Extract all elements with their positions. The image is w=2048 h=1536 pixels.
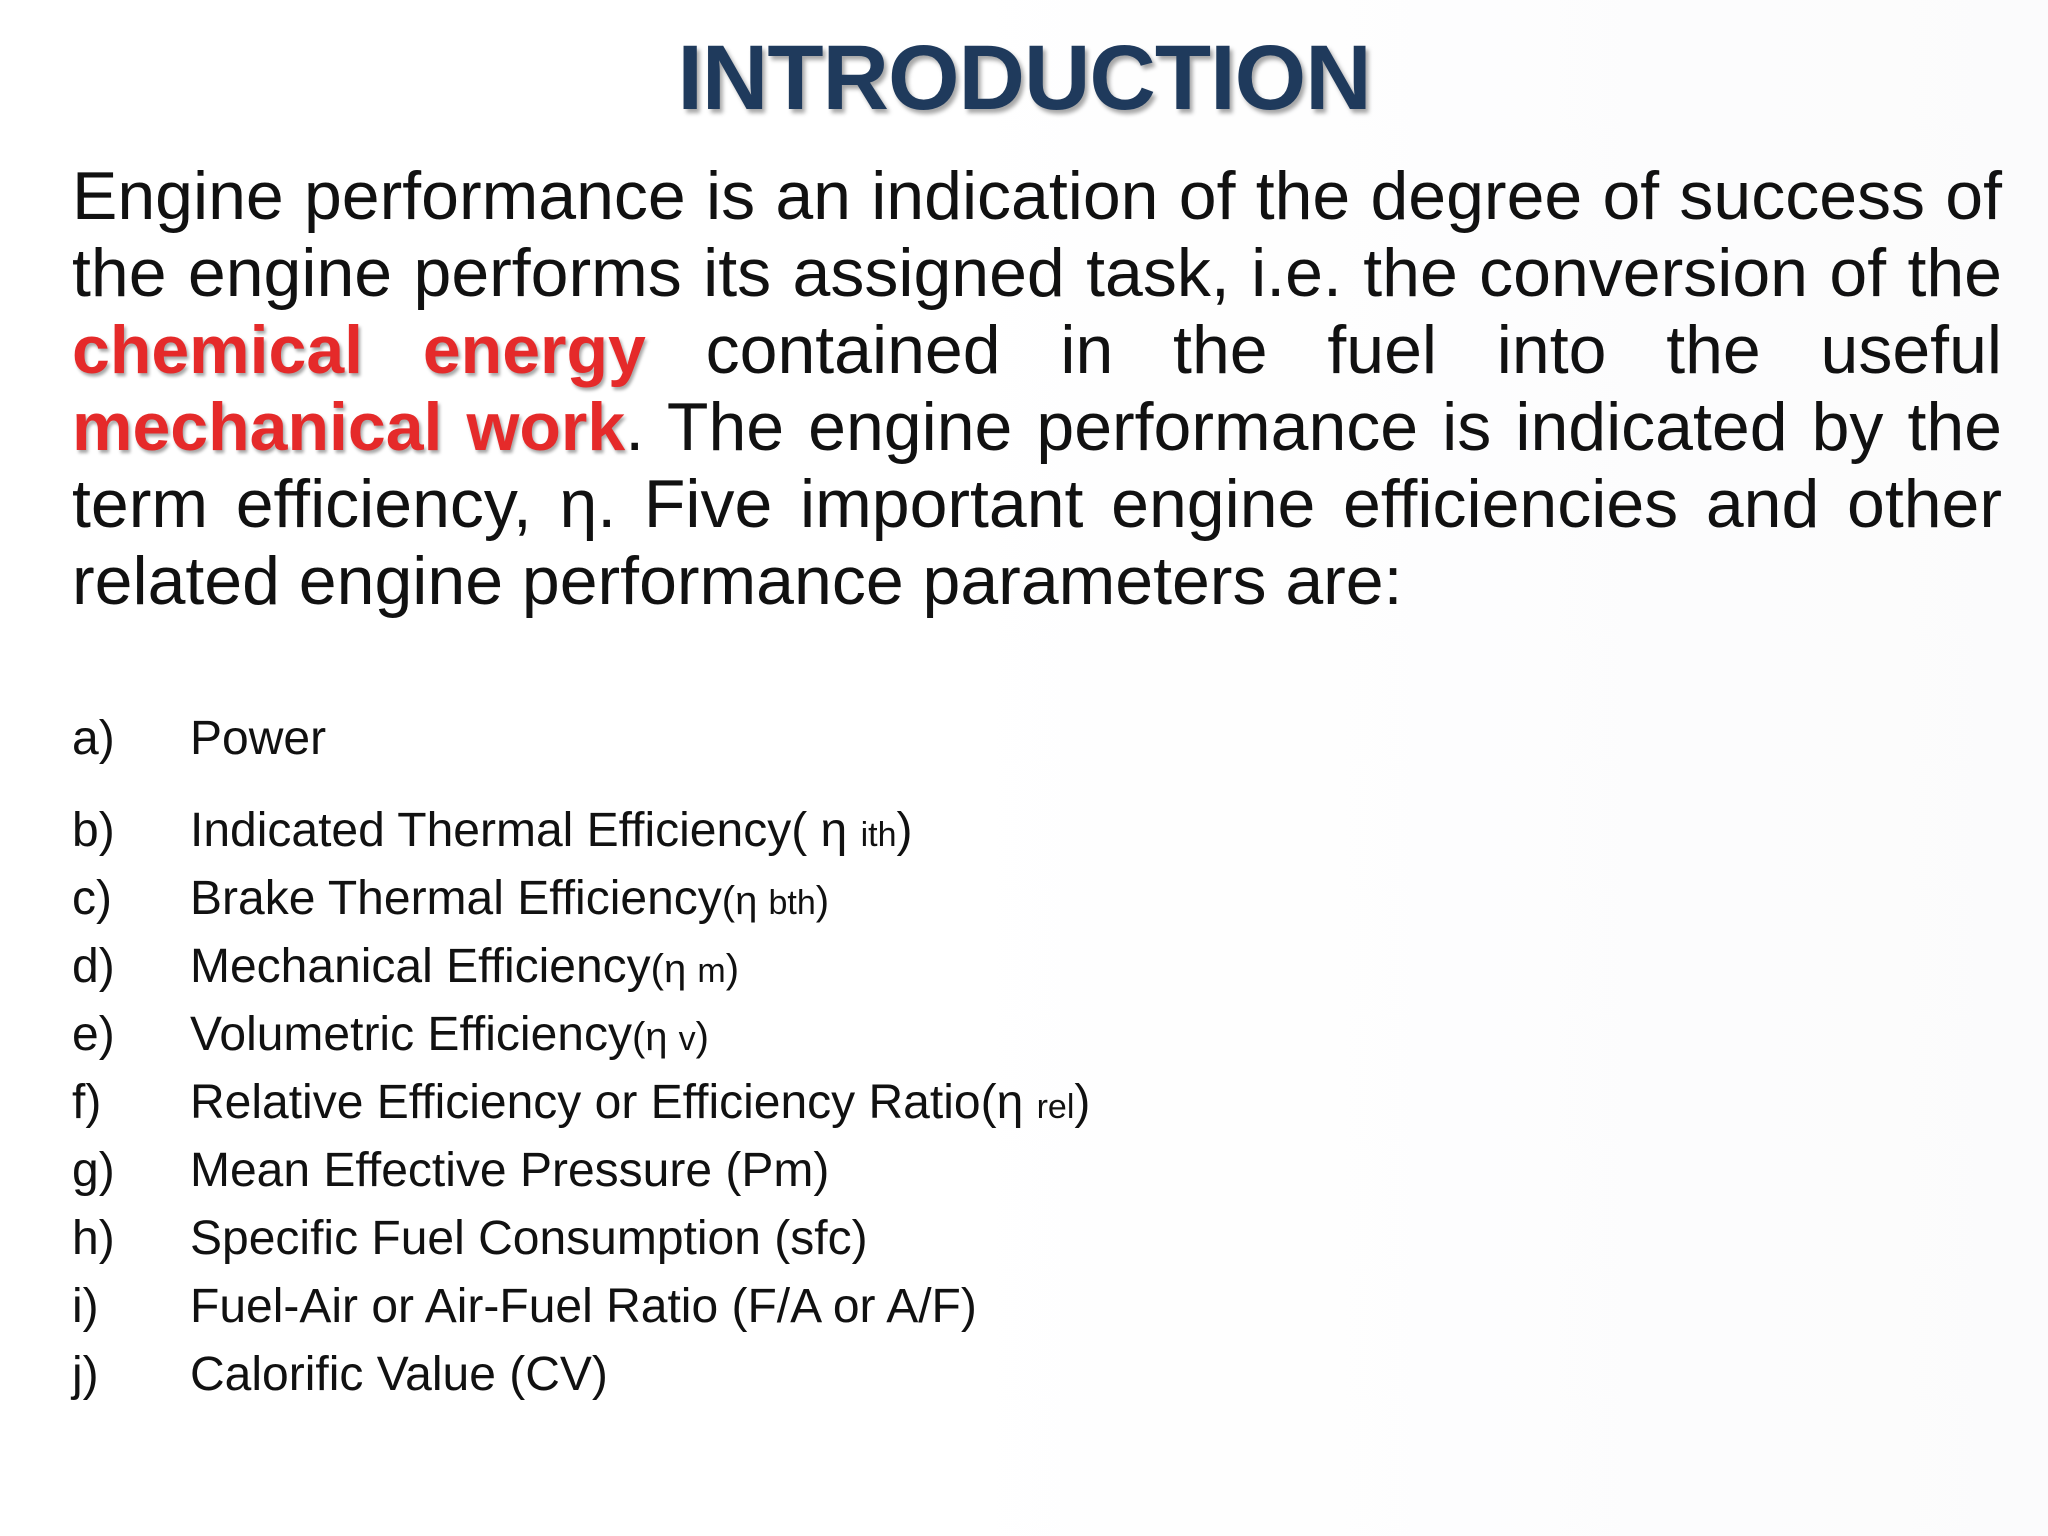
list-item-fuel-air-ratio	[72, 1273, 1872, 1341]
efficiency-subscript: bth	[768, 884, 816, 922]
list-marker: d)	[72, 940, 115, 993]
parameters-list	[72, 705, 1872, 1409]
list-item-text: Calorific Value (CV)	[190, 1348, 608, 1401]
efficiency-subscript: ith	[860, 816, 897, 854]
list-item-text: Fuel-Air or Air-Fuel Ratio (F/A or A/F)	[190, 1280, 977, 1333]
list-item-text: Volumetric Efficiency	[190, 1008, 632, 1061]
paragraph-text-2: contained in the fuel into the useful	[645, 312, 2002, 388]
highlight-mechanical-work: mechanical work	[72, 389, 626, 465]
list-item-text: Mechanical Efficiency	[190, 940, 651, 993]
intro-paragraph	[72, 158, 2002, 620]
efficiency-subscript: m	[697, 952, 726, 990]
list-item-text: Mean Effective Pressure (Pm)	[190, 1144, 830, 1197]
paragraph-text-1: Engine performance is an indication of the degree of success of the engine performs its assigned task, i.e. the conversion of the	[72, 158, 2002, 311]
list-item-relative-efficiency	[72, 1069, 1872, 1137]
efficiency-symbol: (η	[980, 1076, 1037, 1129]
list-marker: a)	[72, 712, 115, 765]
paragraph-text-3: . The engine performance is indicated by the term efficiency, η. Five important engine efficiencies and other related engine performance parameters are:	[72, 389, 2002, 619]
closing-paren: )	[725, 947, 740, 991]
list-marker: h)	[72, 1212, 115, 1265]
closing-paren: )	[815, 879, 830, 923]
list-marker: i)	[72, 1280, 99, 1333]
list-item-volumetric-efficiency	[72, 1001, 1872, 1069]
efficiency-symbol: (η	[631, 1015, 679, 1059]
efficiency-subscript: rel	[1036, 1088, 1075, 1126]
list-item-text: Relative Efficiency or Efficiency Ratio	[190, 1076, 981, 1129]
closing-paren: )	[896, 804, 913, 857]
list-item-text: Power	[190, 712, 327, 765]
highlight-chemical-energy: chemical energy	[72, 312, 646, 388]
list-item-brake-thermal-efficiency	[72, 865, 1872, 933]
list-marker: c)	[72, 872, 112, 925]
list-marker: f)	[72, 1076, 102, 1129]
list-item-calorific-value	[72, 1341, 1872, 1409]
closing-paren: )	[1074, 1076, 1091, 1129]
list-item-mechanical-efficiency	[72, 933, 1872, 1001]
list-item-mean-effective-pressure	[72, 1137, 1872, 1205]
list-marker: e)	[72, 1008, 115, 1061]
slide-title: INTRODUCTION	[677, 27, 1371, 129]
list-marker: g)	[72, 1144, 115, 1197]
list-marker: b)	[72, 804, 115, 857]
efficiency-subscript: v	[678, 1020, 696, 1058]
list-item-text: Indicated Thermal Efficiency	[190, 804, 792, 857]
list-item-text: Specific Fuel Consumption (sfc)	[190, 1212, 868, 1265]
efficiency-symbol: ( η	[791, 804, 861, 857]
list-item-text: Brake Thermal Efficiency	[190, 872, 722, 925]
efficiency-symbol: (η	[721, 879, 769, 923]
list-item-specific-fuel-consumption	[72, 1205, 1872, 1273]
efficiency-symbol: (η	[650, 947, 698, 991]
closing-paren: )	[695, 1015, 709, 1059]
list-marker: j)	[72, 1348, 99, 1401]
list-item-indicated-thermal-efficiency	[72, 797, 1872, 865]
list-item-power	[72, 705, 1872, 773]
